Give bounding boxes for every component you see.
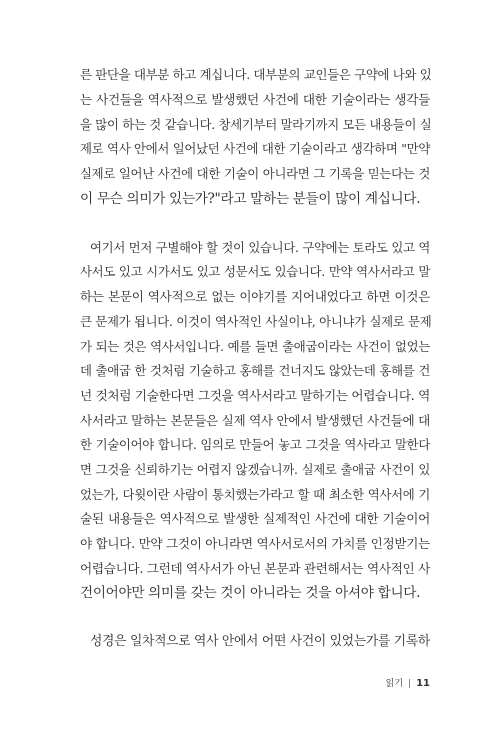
text-line: 넌 것처럼 기술한다면 그것을 역사서라고 말하기는 어렵습니다. 역 [80,388,430,403]
text-line: 었는가, 다윗이란 사람이 통치했는가라고 할 때 최소한 역사서에 기 [80,487,430,502]
text-line: 한 기술이어야 합니다. 임의로 만들어 놓고 그것을 역사라고 말한다 [80,437,430,452]
footer-separator: | [408,679,412,689]
text-line: 가 되는 것은 역사서입니다. 예를 들면 출애굽이라는 사건이 없었는 [80,339,430,354]
text-line: 여기서 먼저 구별해야 할 것이 있습니다. 구약에는 토라도 있고 역 [90,240,430,255]
text-line: 이 무슨 의미가 있는가?"라고 말하는 분들이 많이 계십니다. [80,191,421,207]
text-line: 술된 내용들은 역사적으로 발생한 실제적인 사건에 대한 기술이어 [80,511,430,526]
text-line: 면 그것을 신뢰하기는 어렵지 않겠습니까. 실제로 출애굽 사건이 있 [80,462,430,477]
text-line: 어렵습니다. 그런데 역사서가 아닌 본문과 관련해서는 역사적인 사 [80,561,430,576]
text-line: 야 합니다. 만약 그것이 아니라면 역사서로서의 가치를 인정받기는 [80,536,430,551]
text-line: 데 출애굽 한 것처럼 기술하고 홍해를 건너지도 않았는데 홍해를 건 [80,363,430,378]
page-number: 11 [416,678,430,689]
text-line: 하는 본문이 역사적으로 없는 이야기를 지어내었다고 하면 이것은 [80,289,430,304]
text-line: 사서도 있고 시가서도 있고 성문서도 있습니다. 만약 역사서라고 말 [80,264,430,279]
text-line: 을 많이 하는 것 같습니다. 창세기부터 말라기까지 모든 내용들이 실 [80,117,432,132]
text-line: 성경은 일차적으로 역사 안에서 어떤 사건이 있었는가를 기록하 [90,634,430,649]
page-footer [386,676,430,689]
chapter-label: 읽기 [385,679,404,689]
text-line: 사서라고 말하는 본문들은 실제 역사 안에서 발생했던 사건들에 대 [80,413,430,428]
text-line: 큰 문제가 됩니다. 이것이 역사적인 사실이냐, 아니냐가 실제로 문제 [80,314,432,329]
text-line: 는 사건들을 역사적으로 발생했던 사건에 대한 기술이라는 생각들 [80,92,430,107]
text-line: 제로 역사 안에서 일어났던 사건에 대한 기술이라고 생각하며 "만약 [80,141,430,156]
text-line: 실제로 일어난 사건에 대한 기술이 아니라면 그 기록을 믿는다는 것 [80,166,430,181]
text-line: 건이어야만 의미를 갖는 것이 아니라는 것을 아셔야 합니다. [80,585,421,601]
text-line: 른 판단을 대부분 하고 계십니다. 대부분의 교인들은 구약에 나와 있 [80,67,432,82]
